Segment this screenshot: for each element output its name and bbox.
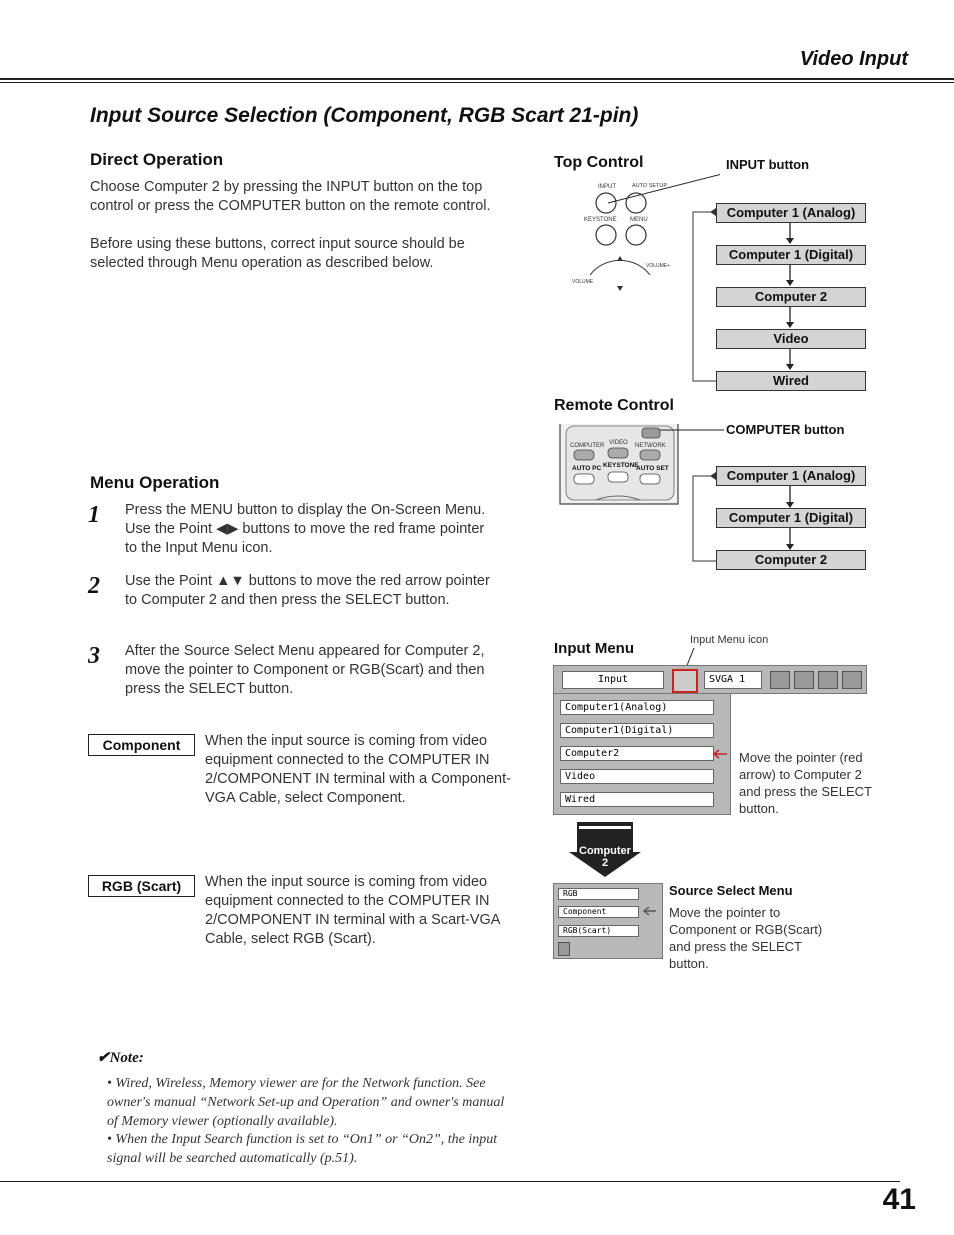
- section-header: Video Input: [799, 48, 908, 70]
- top-control-heading: Top Control: [554, 154, 644, 171]
- svg-text:INPUT: INPUT: [598, 184, 616, 190]
- note-item-2: • When the Input Search function is set to “On1” or “On2”, the input signal will be searched automatically (p.51).: [107, 1132, 498, 1166]
- input-menu-icon-callout: Input Menu icon: [690, 634, 769, 646]
- step-2-number: 2: [88, 573, 100, 599]
- step-3-text: After the Source Select Menu appeared for Computer 2, move the pointer to Component or RGB(Scart) and then press the SELECT button.: [125, 643, 485, 697]
- flow-wired: Wired: [716, 371, 866, 391]
- image-menu-icon[interactable]: [794, 671, 814, 689]
- input-menu-list: [553, 693, 731, 815]
- direct-paragraph-1: Choose Computer 2 by pressing the INPUT button on the top control or press the COMPUTER button on the remote control.: [90, 179, 491, 214]
- input-menu-heading: Input Menu: [554, 640, 634, 657]
- flow-computer2: Computer 2: [716, 287, 866, 307]
- red-arrow-pointer-icon: [711, 748, 729, 760]
- input-menu-bar: [553, 665, 867, 694]
- component-label: Component: [88, 734, 195, 756]
- input-key-icon: [596, 193, 616, 213]
- info-menu-icon[interactable]: [842, 671, 862, 689]
- check-icon: ✔: [97, 1050, 110, 1066]
- source-select-heading: Source Select Menu: [669, 883, 793, 898]
- svg-text:VOLUME+: VOLUME+: [646, 263, 671, 269]
- note-heading: ✔Note:: [97, 1050, 144, 1066]
- menu-row-wired[interactable]: Wired: [560, 792, 714, 807]
- computer-button-callout: COMPUTER button: [726, 422, 845, 437]
- svg-text:KEYSTONE: KEYSTONE: [603, 462, 639, 469]
- input-button-callout: INPUT button: [726, 157, 810, 172]
- flow-computer1-analog: Computer 1 (Analog): [716, 203, 866, 223]
- footer-rule: [0, 1181, 900, 1182]
- flow-video: Video: [716, 329, 866, 349]
- source-select-description: Move the pointer to Component or RGB(Scart) and press the SELECT button.: [669, 905, 823, 971]
- menu-row-video[interactable]: Video: [560, 769, 714, 784]
- menu-row-computer1-analog[interactable]: Computer1(Analog): [560, 700, 714, 715]
- svg-text:AUTO SETUP: AUTO SETUP: [632, 183, 668, 189]
- rgb-scart-description: When the input source is coming from video equipment connected to the COMPUTER IN 2/COMPONENT IN terminal with a Scart-VGA Cable, select RGB (Scart).: [205, 874, 500, 947]
- svg-text:VIDEO: VIDEO: [609, 440, 628, 446]
- flow-computer1-digital: Computer 1 (Digital): [716, 245, 866, 265]
- step-1-number: 1: [88, 502, 100, 528]
- menu-row-computer1-digital[interactable]: Computer1(Digital): [560, 723, 714, 738]
- header-rule-thin: [0, 82, 954, 83]
- direct-operation-heading: Direct Operation: [90, 150, 224, 169]
- menu-operation-heading: Menu Operation: [90, 473, 220, 492]
- page-title: Input Source Selection (Component, RGB Scart 21-pin): [90, 104, 639, 127]
- screen-menu-icon[interactable]: [770, 671, 790, 689]
- menu-key-icon: [626, 225, 646, 245]
- menu-bar-label: Input: [562, 671, 664, 689]
- svg-text:COMPUTER: COMPUTER: [570, 443, 605, 449]
- remote-flow-computer1-analog: Computer 1 (Analog): [716, 466, 866, 486]
- header-rule: [0, 78, 954, 80]
- step-2-text: Use the Point ▲▼ buttons to move the red arrow pointer to Computer 2 and then press the SELECT button.: [125, 573, 490, 608]
- source-row-component[interactable]: Component: [558, 906, 639, 918]
- remote-flow-computer1-digital: Computer 1 (Digital): [716, 508, 866, 528]
- remote-control-heading: Remote Control: [554, 397, 674, 414]
- svg-text:AUTO SET: AUTO SET: [636, 465, 669, 472]
- menu-row-computer2[interactable]: Computer2: [560, 746, 714, 761]
- svg-text:MENU: MENU: [630, 217, 648, 223]
- input-menu-icon[interactable]: [672, 669, 698, 693]
- back-icon[interactable]: [558, 942, 570, 956]
- input-menu-description: Move the pointer (red arrow) to Computer 2 and press the SELECT button.: [739, 750, 872, 816]
- menu-bar-value: SVGA 1: [704, 671, 762, 689]
- arrow-label: Computer 2: [579, 845, 631, 869]
- component-description: When the input source is coming from video equipment connected to the COMPUTER IN 2/COMPONENT IN terminal with a Component-VGA Cable, select Component.: [205, 733, 511, 806]
- remote-computer-key-icon: [574, 450, 594, 460]
- svg-text:NETWORK: NETWORK: [635, 443, 666, 449]
- source-row-rgb-scart[interactable]: RGB(Scart): [558, 925, 639, 937]
- svg-text:KEYSTONE: KEYSTONE: [584, 217, 617, 223]
- rgb-scart-label: RGB (Scart): [88, 875, 195, 897]
- direct-paragraph-2: Before using these buttons, correct input source should be selected through Menu operation as described below.: [90, 236, 465, 271]
- svg-text:VOLUME: VOLUME: [572, 279, 594, 285]
- step-1-text: Press the MENU button to display the On-Screen Menu. Use the Point ◀▶ buttons to move the red frame pointer to the Input Menu icon.: [125, 502, 486, 556]
- step-3-number: 3: [88, 643, 100, 669]
- source-row-rgb[interactable]: RGB: [558, 888, 639, 900]
- setting-menu-icon[interactable]: [818, 671, 838, 689]
- svg-text:AUTO PC: AUTO PC: [572, 465, 602, 472]
- source-select-menu: [553, 883, 663, 959]
- page-number: 41: [882, 1183, 916, 1216]
- source-pointer-icon: [642, 905, 658, 917]
- keystone-key-icon: [596, 225, 616, 245]
- remote-flow-computer2: Computer 2: [716, 550, 866, 570]
- note-item-1: • Wired, Wireless, Memory viewer are for the Network function. See owner's manual “Network Set-up and Operation” and owner's manual of Memory viewer (optionally available).: [107, 1076, 505, 1129]
